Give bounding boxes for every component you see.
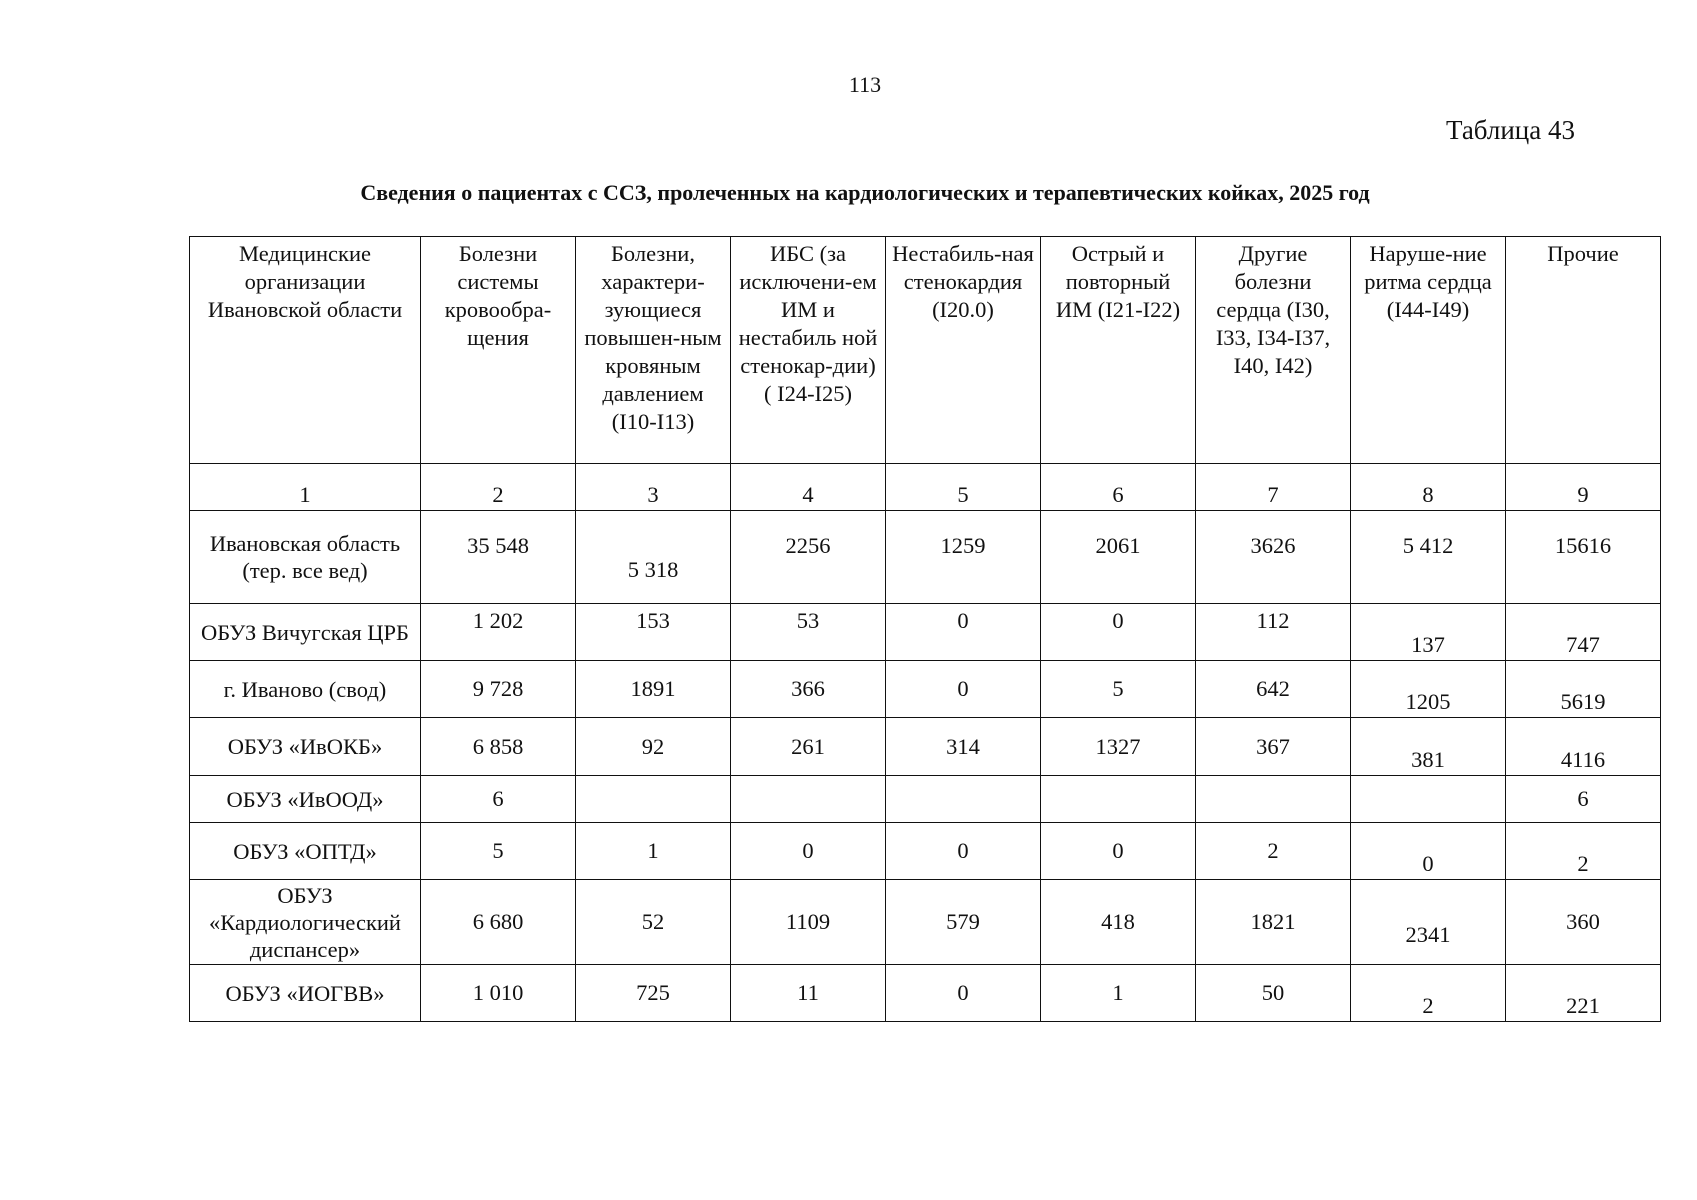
cell-value: 360 bbox=[1566, 909, 1600, 934]
cell-value: 9 728 bbox=[472, 676, 524, 701]
cell-value: 2341 bbox=[1405, 922, 1451, 947]
value-cell bbox=[731, 511, 886, 604]
column-number-cell: 1 bbox=[190, 464, 421, 511]
value-cell bbox=[576, 661, 731, 718]
cell-value: 4116 bbox=[1560, 746, 1606, 772]
value-cell bbox=[421, 880, 576, 965]
value-cell bbox=[731, 776, 886, 823]
cell-value: 11 bbox=[797, 980, 819, 1005]
value-cell bbox=[1351, 823, 1506, 880]
value-cell bbox=[886, 604, 1041, 661]
page-number: 113 bbox=[848, 72, 882, 97]
cell-value: 6 680 bbox=[472, 909, 524, 934]
cell-value: 221 bbox=[1566, 993, 1600, 1018]
value-cell bbox=[576, 880, 731, 965]
cell-value: 1 bbox=[1112, 980, 1124, 1005]
value-cell bbox=[576, 718, 731, 776]
org-name-cell: Ивановская область (тер. все вед) bbox=[190, 511, 421, 604]
org-name-cell: ОБУЗ «ИвООД» bbox=[190, 776, 421, 823]
value-cell bbox=[731, 880, 886, 965]
value-cell bbox=[886, 718, 1041, 776]
cell-value: 53 bbox=[796, 608, 820, 633]
cell-value: 725 bbox=[636, 980, 670, 1005]
column-number-cell: 5 bbox=[886, 464, 1041, 511]
header-cell: Нестабиль-ная стенокардия (I20.0) bbox=[886, 237, 1041, 464]
value-cell bbox=[1041, 604, 1196, 661]
cell-value: 0 bbox=[802, 838, 814, 863]
header-cell: Наруше-ние ритма сердца (I44-I49) bbox=[1351, 237, 1506, 464]
value-cell bbox=[1351, 880, 1506, 965]
value-cell bbox=[1506, 823, 1661, 880]
document-title: Сведения о пациентах с ССЗ, пролеченных на кардиологических и терапевтических койках, 2025 год bbox=[360, 180, 1370, 205]
cell-value: 92 bbox=[641, 733, 665, 759]
column-number-cell: 8 bbox=[1351, 464, 1506, 511]
value-cell bbox=[1196, 511, 1351, 604]
cell-value: 0 bbox=[1112, 608, 1124, 633]
cell-value: 1327 bbox=[1095, 733, 1141, 759]
cell-value: 1 010 bbox=[472, 980, 524, 1005]
cell-value: 314 bbox=[946, 733, 980, 759]
cell-value: 5 bbox=[1112, 676, 1124, 701]
column-number-cell: 7 bbox=[1196, 464, 1351, 511]
column-number-cell: 2 bbox=[421, 464, 576, 511]
value-cell bbox=[1196, 776, 1351, 823]
cell-value: 0 bbox=[957, 608, 969, 633]
org-name-cell: ОБУЗ «Кардиологический диспансер» bbox=[190, 880, 421, 965]
value-cell bbox=[1041, 823, 1196, 880]
value-cell bbox=[1196, 880, 1351, 965]
table-row bbox=[190, 718, 1661, 776]
value-cell bbox=[886, 661, 1041, 718]
value-cell bbox=[1041, 776, 1196, 823]
cell-value: 418 bbox=[1101, 909, 1135, 934]
org-name-cell: ОБУЗ «ИвОКБ» bbox=[190, 718, 421, 776]
header-row bbox=[190, 237, 1661, 464]
column-number-cell: 3 bbox=[576, 464, 731, 511]
header-cell: Другие болезни сердца (I30, I33, I34-I37, I40, I42) bbox=[1196, 237, 1351, 464]
value-cell bbox=[576, 604, 731, 661]
cell-value: 112 bbox=[1256, 608, 1290, 633]
org-name-cell: ОБУЗ «ИОГВВ» bbox=[190, 965, 421, 1022]
cell-value: 261 bbox=[791, 733, 825, 759]
value-cell bbox=[886, 823, 1041, 880]
value-cell bbox=[1506, 661, 1661, 718]
value-cell bbox=[421, 718, 576, 776]
cell-value: 50 bbox=[1261, 980, 1285, 1005]
value-cell bbox=[421, 511, 576, 604]
value-cell bbox=[1506, 880, 1661, 965]
cell-value: 5 412 bbox=[1402, 533, 1454, 558]
value-cell bbox=[886, 880, 1041, 965]
value-cell bbox=[421, 965, 576, 1022]
cell-value: 2061 bbox=[1095, 533, 1141, 558]
value-cell bbox=[1351, 661, 1506, 718]
value-cell bbox=[731, 823, 886, 880]
org-name-cell: ОБУЗ «ОПТД» bbox=[190, 823, 421, 880]
cell-value: 15616 bbox=[1554, 533, 1612, 558]
cell-value: 0 bbox=[957, 676, 969, 701]
table-row bbox=[190, 776, 1661, 823]
cell-value: 642 bbox=[1256, 676, 1290, 701]
cell-value: 0 bbox=[957, 838, 969, 863]
value-cell bbox=[1506, 511, 1661, 604]
value-cell bbox=[421, 661, 576, 718]
value-cell bbox=[731, 718, 886, 776]
value-cell bbox=[576, 823, 731, 880]
value-cell bbox=[886, 511, 1041, 604]
cell-value: 5 bbox=[492, 838, 504, 863]
header-cell: Острый и повторный ИМ (I21-I22) bbox=[1041, 237, 1196, 464]
value-cell bbox=[1041, 965, 1196, 1022]
header-cell: Болезни системы кровообра-щения bbox=[421, 237, 576, 464]
header-cell: Прочие bbox=[1506, 237, 1661, 464]
value-cell bbox=[1041, 661, 1196, 718]
value-cell bbox=[1196, 661, 1351, 718]
cell-value: 5619 bbox=[1560, 689, 1606, 714]
table-row bbox=[190, 823, 1661, 880]
cell-value: 2256 bbox=[785, 533, 831, 558]
cell-value: 153 bbox=[636, 608, 670, 633]
header-cell: Медицинские организации Ивановской области bbox=[190, 237, 421, 464]
cell-value: 0 bbox=[1422, 851, 1434, 876]
cell-value: 0 bbox=[1112, 838, 1124, 863]
value-cell bbox=[1351, 511, 1506, 604]
table-row bbox=[190, 511, 1661, 604]
value-cell bbox=[1351, 776, 1506, 823]
cell-value: 6 bbox=[1577, 786, 1589, 811]
value-cell bbox=[1041, 718, 1196, 776]
cell-value: 2 bbox=[1422, 993, 1434, 1018]
cell-value: 1109 bbox=[785, 909, 831, 934]
column-number-cell: 6 bbox=[1041, 464, 1196, 511]
cell-value: 52 bbox=[641, 909, 665, 934]
value-cell bbox=[1196, 965, 1351, 1022]
value-cell bbox=[576, 965, 731, 1022]
cell-value: 1 bbox=[647, 838, 659, 863]
value-cell bbox=[1506, 718, 1661, 776]
value-cell bbox=[1506, 965, 1661, 1022]
cell-value: 366 bbox=[791, 676, 825, 701]
column-number-cell: 4 bbox=[731, 464, 886, 511]
value-cell bbox=[1196, 718, 1351, 776]
value-cell bbox=[1196, 604, 1351, 661]
table-row bbox=[190, 661, 1661, 718]
header-cell: ИБС (за исключени-ем ИМ и нестабиль ной стенокар-дии) ( I24-I25) bbox=[731, 237, 886, 464]
table-row bbox=[190, 604, 1661, 661]
org-name-cell: ОБУЗ Вичугская ЦРБ bbox=[190, 604, 421, 661]
value-cell bbox=[731, 661, 886, 718]
column-number-cell: 9 bbox=[1506, 464, 1661, 511]
org-name-cell: г. Иваново (свод) bbox=[190, 661, 421, 718]
cell-value: 1891 bbox=[630, 676, 676, 701]
value-cell bbox=[1041, 880, 1196, 965]
value-cell bbox=[731, 965, 886, 1022]
cell-value: 6 bbox=[492, 786, 504, 811]
value-cell bbox=[421, 823, 576, 880]
cell-value: 35 548 bbox=[467, 533, 529, 558]
table-label: Таблица 43 bbox=[1446, 115, 1575, 145]
value-cell bbox=[1506, 604, 1661, 661]
value-cell bbox=[576, 511, 731, 604]
value-cell bbox=[1506, 776, 1661, 823]
cell-value: 579 bbox=[946, 909, 980, 934]
cell-value: 1205 bbox=[1405, 689, 1451, 714]
value-cell bbox=[731, 604, 886, 661]
value-cell bbox=[1351, 965, 1506, 1022]
column-number-row bbox=[190, 464, 1661, 511]
cell-value: 5 318 bbox=[627, 557, 679, 582]
table-row bbox=[190, 965, 1661, 1022]
value-cell bbox=[421, 604, 576, 661]
cell-value: 1259 bbox=[940, 533, 986, 558]
cell-value: 137 bbox=[1411, 632, 1445, 657]
value-cell bbox=[1351, 604, 1506, 661]
cell-value: 2 bbox=[1577, 851, 1589, 876]
value-cell bbox=[1196, 823, 1351, 880]
cell-value: 3626 bbox=[1250, 533, 1296, 558]
cell-value: 6 858 bbox=[472, 733, 524, 759]
value-cell bbox=[1041, 511, 1196, 604]
value-cell bbox=[576, 776, 731, 823]
value-cell bbox=[886, 776, 1041, 823]
header-cell: Болезни, характери-зующиеся повышен-ным кровяным давлением (I10-I13) bbox=[576, 237, 731, 464]
value-cell bbox=[421, 776, 576, 823]
data-table bbox=[189, 236, 1661, 1022]
cell-value: 2 bbox=[1267, 838, 1279, 863]
value-cell bbox=[886, 965, 1041, 1022]
cell-value: 0 bbox=[957, 980, 969, 1005]
cell-value: 367 bbox=[1256, 733, 1290, 759]
cell-value: 1821 bbox=[1250, 909, 1296, 934]
table-row bbox=[190, 880, 1661, 965]
cell-value: 747 bbox=[1566, 632, 1600, 657]
value-cell bbox=[1351, 718, 1506, 776]
cell-value: 381 bbox=[1411, 746, 1445, 772]
cell-value: 1 202 bbox=[472, 608, 524, 633]
